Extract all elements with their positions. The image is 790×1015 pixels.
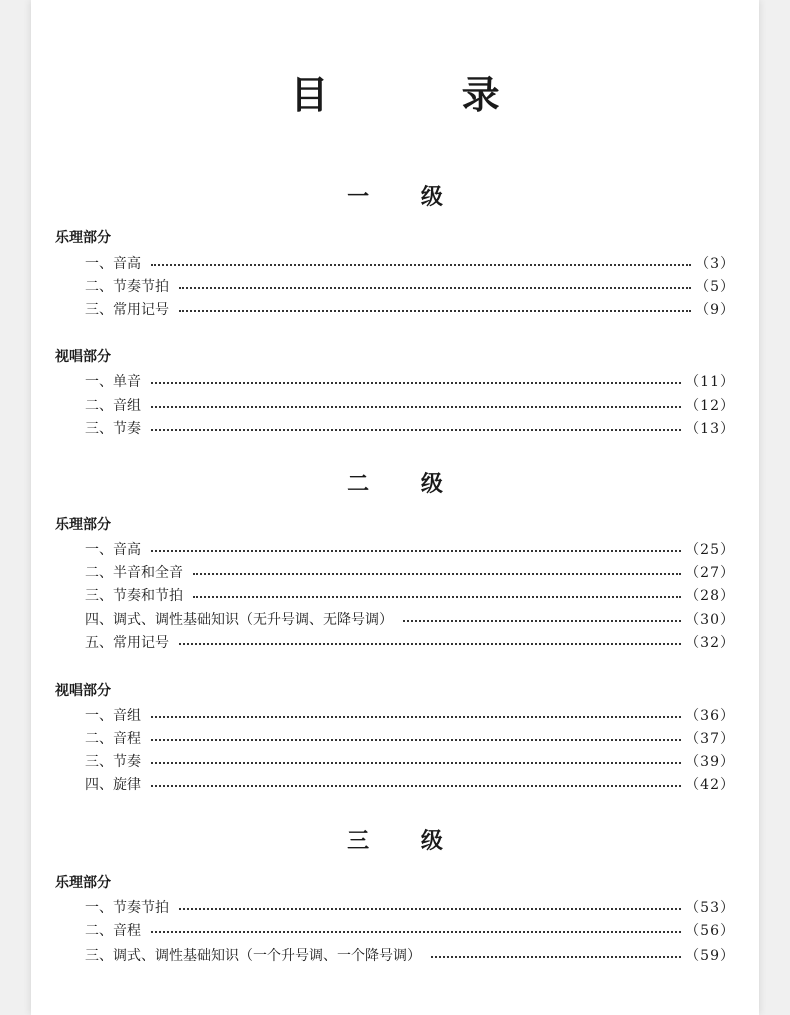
dot-leader [431, 956, 681, 958]
section-heading: 乐理部分 [55, 230, 111, 246]
level-heading: 二 级 [347, 472, 465, 497]
dot-leader [403, 620, 681, 622]
dot-leader [179, 287, 691, 289]
dot-leader [151, 382, 681, 384]
toc-entry[interactable] [85, 704, 735, 726]
toc-entry-label: 二、音组 [85, 398, 141, 414]
toc-entry-label: 三、常用记号 [85, 302, 169, 318]
page-title: 目 录 [290, 73, 560, 117]
document-page [31, 0, 759, 1015]
toc-page-number: （11） [685, 374, 735, 390]
dot-leader [179, 643, 681, 645]
toc-entry-label: 一、音高 [85, 542, 141, 558]
toc-page-number: （3） [695, 256, 735, 272]
toc-entry[interactable] [85, 275, 735, 297]
toc-entry[interactable] [85, 919, 735, 941]
toc-page-number: （25） [685, 542, 735, 558]
toc-entry[interactable] [85, 298, 735, 320]
toc-entry-label: 三、节奏和节拍 [85, 588, 183, 604]
dot-leader [179, 310, 691, 312]
toc-entry[interactable] [85, 896, 735, 918]
dot-leader [151, 762, 681, 764]
toc-page-number: （28） [685, 588, 735, 604]
toc-entry[interactable] [85, 750, 735, 772]
dot-leader [179, 908, 681, 910]
section-heading: 视唱部分 [55, 349, 111, 365]
dot-leader [151, 264, 691, 266]
toc-entry[interactable] [85, 631, 735, 653]
toc-page-number: （13） [685, 421, 735, 437]
toc-entry[interactable] [85, 394, 735, 416]
toc-entry-label: 四、旋律 [85, 777, 141, 793]
toc-entry[interactable] [85, 584, 735, 606]
dot-leader [193, 573, 681, 575]
dot-leader [151, 429, 681, 431]
toc-entry-label: 一、音组 [85, 708, 141, 724]
toc-page-number: （37） [685, 731, 735, 747]
toc-entry-label: 二、半音和全音 [85, 565, 183, 581]
toc-entry[interactable] [85, 727, 735, 749]
toc-entry-label: 二、音程 [85, 731, 141, 747]
toc-entry-label: 三、调式、调性基础知识（一个升号调、一个降号调） [85, 948, 421, 964]
toc-page-number: （53） [685, 900, 735, 916]
toc-page-number: （9） [695, 302, 735, 318]
dot-leader [151, 406, 681, 408]
toc-page-number: （32） [685, 635, 735, 651]
toc-entry[interactable] [85, 944, 735, 966]
dot-leader [151, 931, 681, 933]
toc-page-number: （12） [685, 398, 735, 414]
toc-entry-label: 二、音程 [85, 923, 141, 939]
toc-entry-label: 四、调式、调性基础知识（无升号调、无降号调） [85, 612, 393, 628]
toc-entry[interactable] [85, 538, 735, 560]
toc-entry[interactable] [85, 252, 735, 274]
toc-entry[interactable] [85, 561, 735, 583]
toc-entry-label: 三、节奏 [85, 421, 141, 437]
toc-entry-label: 三、节奏 [85, 754, 141, 770]
toc-page-number: （5） [695, 279, 735, 295]
section-heading: 乐理部分 [55, 517, 111, 533]
section-heading: 视唱部分 [55, 683, 111, 699]
toc-entry[interactable] [85, 417, 735, 439]
toc-page-number: （30） [685, 612, 735, 628]
toc-entry-label: 五、常用记号 [85, 635, 169, 651]
dot-leader [151, 550, 681, 552]
level-heading: 一 级 [347, 185, 465, 210]
level-heading: 三 级 [347, 829, 465, 854]
toc-page-number: （39） [685, 754, 735, 770]
toc-page-number: （36） [685, 708, 735, 724]
toc-entry[interactable] [85, 608, 735, 630]
toc-entry-label: 一、单音 [85, 374, 141, 390]
dot-leader [151, 785, 681, 787]
toc-entry[interactable] [85, 773, 735, 795]
toc-page-number: （59） [685, 948, 735, 964]
section-heading: 乐理部分 [55, 875, 111, 891]
toc-page-number: （42） [685, 777, 735, 793]
toc-entry-label: 一、音高 [85, 256, 141, 272]
toc-entry-label: 二、节奏节拍 [85, 279, 169, 295]
dot-leader [151, 716, 681, 718]
toc-page-number: （56） [685, 923, 735, 939]
dot-leader [151, 739, 681, 741]
toc-entry-label: 一、节奏节拍 [85, 900, 169, 916]
dot-leader [193, 596, 681, 598]
toc-page-number: （27） [685, 565, 735, 581]
toc-entry[interactable] [85, 370, 735, 392]
